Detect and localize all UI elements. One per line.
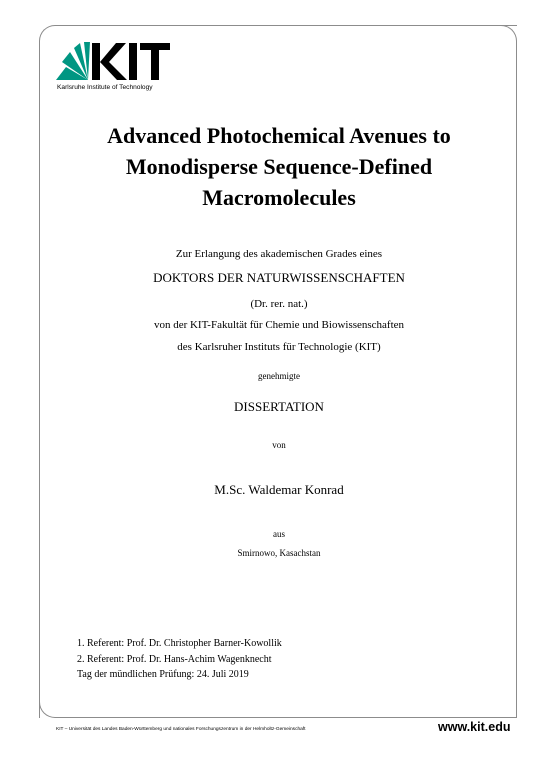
document-type: DISSERTATION — [234, 399, 324, 414]
approved-text: genehmigte — [258, 371, 300, 381]
faculty-line: von der KIT-Fakultät für Chemie und Biowissenschaften — [153, 319, 405, 331]
degree-title: DOKTORS DER NATURWISSENSCHAFTEN — [153, 270, 405, 285]
exam-date: Tag der mündlichen Prüfung: 24. Juli 2019 — [77, 669, 249, 680]
footer-institution: KIT – Universität des Landes Baden-Württemberg und nationales Forschungszentrum in der Helmholtz-Gemeinschaft — [56, 727, 306, 732]
degree-abbreviation: (Dr. rer. nat.) — [250, 298, 308, 310]
kit-logo-fan-icon — [56, 42, 90, 80]
kit-wordmark-icon — [92, 43, 170, 80]
logo-subtitle: Karlsruhe Institute of Technology — [57, 84, 153, 91]
title-line: Macromolecules — [202, 185, 356, 210]
institute-line: des Karlsruher Instituts für Technologie (KIT) — [177, 341, 381, 353]
title-line: Monodisperse Sequence-Defined — [125, 154, 433, 179]
thesis-title — [40, 120, 518, 213]
referee-line: 2. Referent: Prof. Dr. Hans-Achim Wagenknecht — [77, 653, 272, 665]
referee-line: 1. Referent: Prof. Dr. Christopher Barner-Kowollik — [77, 638, 282, 649]
footer-url-link[interactable]: www.kit.edu — [438, 720, 511, 734]
title-line: Advanced Photochemical Avenues to — [107, 123, 451, 148]
intro-text: Zur Erlangung des akademischen Grades eines — [175, 248, 383, 260]
birthplace: Smirnowo, Kasachstan — [237, 548, 321, 558]
author-name: M.Sc. Waldemar Konrad — [214, 482, 344, 497]
referees-block — [77, 636, 282, 683]
from-text: aus — [273, 529, 285, 539]
by-text: von — [272, 440, 286, 450]
page-frame-bottom — [39, 702, 517, 718]
